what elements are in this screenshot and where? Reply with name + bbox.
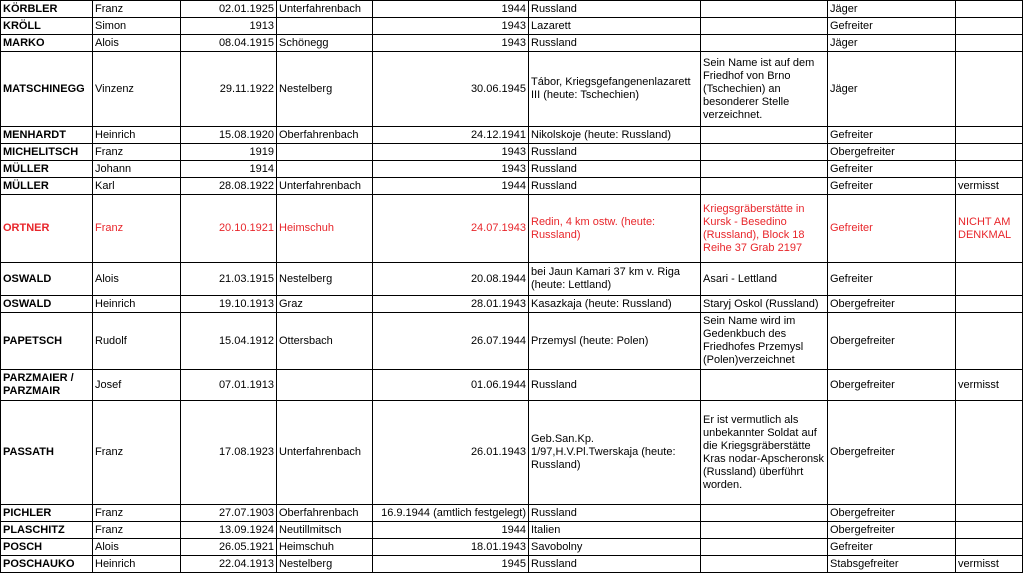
rank-cell: Gefreiter	[828, 161, 956, 178]
remark-cell	[956, 505, 1023, 522]
deathdate-cell: 01.06.1944	[373, 370, 529, 401]
birthplace-cell: Neutillmitsch	[277, 522, 373, 539]
birthdate-cell: 20.10.1921	[181, 195, 277, 263]
deathdate-cell: 24.07.1943	[373, 195, 529, 263]
deathplace-cell: bei Jaun Kamari 37 km v. Riga (heute: Lettland)	[529, 263, 701, 296]
deathdate-cell: 20.08.1944	[373, 263, 529, 296]
firstname-cell: Franz	[93, 144, 181, 161]
birthplace-cell: Unterfahrenbach	[277, 178, 373, 195]
birthdate-cell: 15.04.1912	[181, 313, 277, 370]
table-row	[1, 401, 1023, 505]
remark-cell	[956, 522, 1023, 539]
deathdate-cell: 1943	[373, 144, 529, 161]
birthplace-cell: Oberfahrenbach	[277, 505, 373, 522]
birthdate-cell: 29.11.1922	[181, 52, 277, 127]
birthplace-cell: Schönegg	[277, 35, 373, 52]
birthdate-cell: 19.10.1913	[181, 296, 277, 313]
firstname-cell: Alois	[93, 35, 181, 52]
surname-cell: MICHELITSCH	[1, 144, 93, 161]
deathdate-cell: 24.12.1941	[373, 127, 529, 144]
remark-cell	[956, 35, 1023, 52]
grave-note-cell: Sein Name wird im Gedenkbuch des Friedhofes Przemysl (Polen)verzeichnet	[701, 313, 828, 370]
rank-cell: Gefreiter	[828, 263, 956, 296]
deathplace-cell: Russland	[529, 161, 701, 178]
grave-note-cell	[701, 127, 828, 144]
rank-cell: Jäger	[828, 1, 956, 18]
table-row	[1, 370, 1023, 401]
birthplace-cell	[277, 144, 373, 161]
table-body	[1, 1, 1023, 573]
surname-cell: PARZMAIER / PARZMAIR	[1, 370, 93, 401]
surname-cell: PICHLER	[1, 505, 93, 522]
table-row	[1, 178, 1023, 195]
birthplace-cell: Ottersbach	[277, 313, 373, 370]
deathdate-cell: 26.01.1943	[373, 401, 529, 505]
table-row	[1, 161, 1023, 178]
rank-cell: Gefreiter	[828, 195, 956, 263]
firstname-cell: Heinrich	[93, 556, 181, 573]
remark-cell	[956, 539, 1023, 556]
firstname-cell: Franz	[93, 1, 181, 18]
table-row	[1, 505, 1023, 522]
surname-cell: MÜLLER	[1, 178, 93, 195]
rank-cell: Stabsgefreiter	[828, 556, 956, 573]
firstname-cell: Karl	[93, 178, 181, 195]
surname-cell: POSCHAUKO	[1, 556, 93, 573]
firstname-cell: Alois	[93, 539, 181, 556]
birthdate-cell: 17.08.1923	[181, 401, 277, 505]
grave-note-cell	[701, 370, 828, 401]
birthdate-cell: 27.07.1903	[181, 505, 277, 522]
deathdate-cell: 1943	[373, 18, 529, 35]
firstname-cell: Franz	[93, 401, 181, 505]
rank-cell: Gefreiter	[828, 539, 956, 556]
firstname-cell: Johann	[93, 161, 181, 178]
table-row	[1, 539, 1023, 556]
remark-cell	[956, 401, 1023, 505]
deathdate-cell: 18.01.1943	[373, 539, 529, 556]
birthplace-cell: Heimschuh	[277, 539, 373, 556]
grave-note-cell	[701, 522, 828, 539]
deathplace-cell: Russland	[529, 178, 701, 195]
birthdate-cell: 15.08.1920	[181, 127, 277, 144]
deathplace-cell: Przemysl (heute: Polen)	[529, 313, 701, 370]
deathplace-cell: Italien	[529, 522, 701, 539]
remark-cell	[956, 263, 1023, 296]
deathplace-cell: Russland	[529, 370, 701, 401]
birthdate-cell: 13.09.1924	[181, 522, 277, 539]
birthplace-cell: Nestelberg	[277, 263, 373, 296]
grave-note-cell: Asari - Lettland	[701, 263, 828, 296]
rank-cell: Obergefreiter	[828, 522, 956, 539]
rank-cell: Jäger	[828, 52, 956, 127]
table-row	[1, 296, 1023, 313]
firstname-cell: Franz	[93, 195, 181, 263]
grave-note-cell	[701, 1, 828, 18]
grave-note-cell: Staryj Oskol (Russland)	[701, 296, 828, 313]
birthdate-cell: 1914	[181, 161, 277, 178]
grave-note-cell	[701, 556, 828, 573]
firstname-cell: Alois	[93, 263, 181, 296]
deathdate-cell: 1944	[373, 178, 529, 195]
remark-cell	[956, 127, 1023, 144]
birthplace-cell: Unterfahrenbach	[277, 401, 373, 505]
firstname-cell: Franz	[93, 522, 181, 539]
birthplace-cell	[277, 370, 373, 401]
table-row	[1, 127, 1023, 144]
birthplace-cell: Unterfahrenbach	[277, 1, 373, 18]
remark-cell	[956, 1, 1023, 18]
remark-cell	[956, 296, 1023, 313]
deathdate-cell: 1943	[373, 35, 529, 52]
birthdate-cell: 02.01.1925	[181, 1, 277, 18]
table-row	[1, 263, 1023, 296]
deathplace-cell: Lazarett	[529, 18, 701, 35]
birthplace-cell: Nestelberg	[277, 52, 373, 127]
rank-cell: Gefreiter	[828, 178, 956, 195]
firstname-cell: Rudolf	[93, 313, 181, 370]
table-row	[1, 52, 1023, 127]
grave-note-cell	[701, 178, 828, 195]
deathdate-cell: 28.01.1943	[373, 296, 529, 313]
birthdate-cell: 1913	[181, 18, 277, 35]
grave-note-cell	[701, 505, 828, 522]
grave-note-cell: Er ist vermutlich als unbekannter Soldat auf die Kriegsgräberstätte Kras nodar-Apscheronsk (Russland) überführt worden.	[701, 401, 828, 505]
table-row	[1, 195, 1023, 263]
rank-cell: Obergefreiter	[828, 401, 956, 505]
remark-cell: vermisst	[956, 556, 1023, 573]
rank-cell: Obergefreiter	[828, 505, 956, 522]
table-row	[1, 1, 1023, 18]
remark-cell	[956, 18, 1023, 35]
surname-cell: KÖRBLER	[1, 1, 93, 18]
deathplace-cell: Redin, 4 km ostw. (heute: Russland)	[529, 195, 701, 263]
remark-cell	[956, 52, 1023, 127]
birthplace-cell: Nestelberg	[277, 556, 373, 573]
surname-cell: ORTNER	[1, 195, 93, 263]
table-row	[1, 522, 1023, 539]
table-row	[1, 556, 1023, 573]
remark-cell: NICHT AM DENKMAL	[956, 195, 1023, 263]
grave-note-cell	[701, 144, 828, 161]
remark-cell	[956, 144, 1023, 161]
surname-cell: OSWALD	[1, 296, 93, 313]
firstname-cell: Franz	[93, 505, 181, 522]
grave-note-cell: Kriegsgräberstätte in Kursk - Besedino (Russland), Block 18 Reihe 37 Grab 2197	[701, 195, 828, 263]
rank-cell: Jäger	[828, 35, 956, 52]
birthplace-cell: Graz	[277, 296, 373, 313]
deathplace-cell: Kasazkaja (heute: Russland)	[529, 296, 701, 313]
surname-cell: POSCH	[1, 539, 93, 556]
remark-cell	[956, 313, 1023, 370]
birthplace-cell	[277, 161, 373, 178]
deathplace-cell: Russland	[529, 556, 701, 573]
grave-note-cell	[701, 35, 828, 52]
grave-note-cell	[701, 161, 828, 178]
surname-cell: KRÖLL	[1, 18, 93, 35]
deathplace-cell: Russland	[529, 35, 701, 52]
table-row	[1, 18, 1023, 35]
deathdate-cell: 1944	[373, 1, 529, 18]
birthplace-cell	[277, 18, 373, 35]
firstname-cell: Josef	[93, 370, 181, 401]
surname-cell: PAPETSCH	[1, 313, 93, 370]
deathdate-cell: 30.06.1945	[373, 52, 529, 127]
grave-note-cell	[701, 18, 828, 35]
surname-cell: MÜLLER	[1, 161, 93, 178]
deathdate-cell: 1943	[373, 161, 529, 178]
birthdate-cell: 22.04.1913	[181, 556, 277, 573]
deathplace-cell: Savobolny	[529, 539, 701, 556]
rank-cell: Obergefreiter	[828, 313, 956, 370]
grave-note-cell: Sein Name ist auf dem Friedhof von Brno (Tschechien) an besonderer Stelle verzeichnet.	[701, 52, 828, 127]
firstname-cell: Simon	[93, 18, 181, 35]
firstname-cell: Heinrich	[93, 127, 181, 144]
surname-cell: PASSATH	[1, 401, 93, 505]
birthdate-cell: 26.05.1921	[181, 539, 277, 556]
deathplace-cell: Geb.San.Kp. 1/97,H.V.Pl.Twerskaja (heute: Russland)	[529, 401, 701, 505]
birthdate-cell: 1919	[181, 144, 277, 161]
deathplace-cell: Nikolskoje (heute: Russland)	[529, 127, 701, 144]
surname-cell: MATSCHINEGG	[1, 52, 93, 127]
birthdate-cell: 08.04.1915	[181, 35, 277, 52]
firstname-cell: Vinzenz	[93, 52, 181, 127]
deathdate-cell: 26.07.1944	[373, 313, 529, 370]
birthplace-cell: Oberfahrenbach	[277, 127, 373, 144]
table-row	[1, 35, 1023, 52]
remark-cell: vermisst	[956, 178, 1023, 195]
deathplace-cell: Tábor, Kriegsgefangenenlazarett III (heute: Tschechien)	[529, 52, 701, 127]
rank-cell: Obergefreiter	[828, 370, 956, 401]
rank-cell: Obergefreiter	[828, 144, 956, 161]
birthdate-cell: 28.08.1922	[181, 178, 277, 195]
deathplace-cell: Russland	[529, 144, 701, 161]
deathplace-cell: Russland	[529, 505, 701, 522]
table-row	[1, 144, 1023, 161]
deathdate-cell: 16.9.1944 (amtlich festgelegt)	[373, 505, 529, 522]
surname-cell: MENHARDT	[1, 127, 93, 144]
birthplace-cell: Heimschuh	[277, 195, 373, 263]
firstname-cell: Heinrich	[93, 296, 181, 313]
remark-cell: vermisst	[956, 370, 1023, 401]
grave-note-cell	[701, 539, 828, 556]
birthdate-cell: 21.03.1915	[181, 263, 277, 296]
deathdate-cell: 1944	[373, 522, 529, 539]
surname-cell: PLASCHITZ	[1, 522, 93, 539]
deathdate-cell: 1945	[373, 556, 529, 573]
rank-cell: Gefreiter	[828, 18, 956, 35]
rank-cell: Obergefreiter	[828, 296, 956, 313]
rank-cell: Gefreiter	[828, 127, 956, 144]
surname-cell: MARKO	[1, 35, 93, 52]
deathplace-cell: Russland	[529, 1, 701, 18]
birthdate-cell: 07.01.1913	[181, 370, 277, 401]
remark-cell	[956, 161, 1023, 178]
surname-cell: OSWALD	[1, 263, 93, 296]
table-row	[1, 313, 1023, 370]
